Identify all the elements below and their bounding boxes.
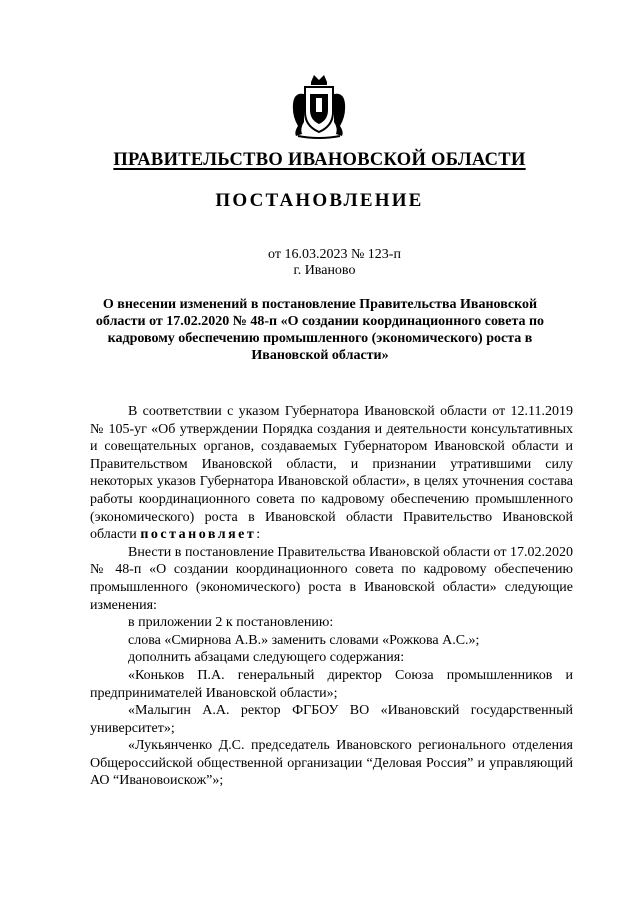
paragraph-amend: Внести в постановление Правительства Ивановской области от 17.02.2020 № 48-п «О создании координационного совета по кадровому обеспечению промышленного (экономического) роста в Ивановской области» следующие изменения: (90, 544, 573, 613)
paragraph-appendix: в приложении 2 к постановлению: (128, 615, 334, 631)
paragraph-add: дополнить абзацами следующего содержания: (128, 650, 405, 666)
coat-of-arms-icon (288, 72, 350, 140)
document-subject: О внесении изменений в постановление Правительства Ивановской области от 17.02.2020 № 48-п «О создании координационного совета по кадровому обеспечению промышленного (экономического) роста в Ивановской области» (95, 297, 545, 363)
document-body (90, 403, 573, 790)
government-title: ПРАВИТЕЛЬСТВО ИВАНОВСКОЙ ОБЛАСТИ (113, 150, 526, 170)
paragraph-lukyanchenko: «Лукьянченко Д.С. председатель Ивановского регионального отделения Общероссийской общественной организации “Деловая Россия” и управляющий АО “Ивановоискож”»; (90, 738, 573, 789)
document-city: г. Иваново (293, 263, 356, 278)
document-type: ПОСТАНОВЛЕНИЕ (215, 190, 424, 211)
paragraph-preamble: В соответствии с указом Губернатора Ивановской области от 12.11.2019 № 105-уг «Об утверждении Порядка создания и деятельности консультативных и совещательных органов, создаваемых Губернатором Ивановской области и Правительством Ивановской области, и признании утратившими силу некоторых указов Губернатора Ивановской области», в целях уточнения состава работы координационного совета по кадровому обеспечению промышленного (экономического) роста в Ивановской области Правительство Ивановской области постановляет: (90, 404, 573, 543)
document-date-number: от 16.03.2023 № 123-п (268, 247, 401, 262)
paragraph-malygin: «Малыгин А.А. ректор ФГБОУ ВО «Ивановский государственный университет»; (90, 703, 573, 736)
paragraph-konkov: «Коньков П.А. генеральный директор Союза промышленников и предпринимателей Ивановской области»; (90, 667, 573, 701)
resolves-word: постановляет (140, 527, 257, 543)
paragraph-replace: слова «Смирнова А.В.» заменить словами «Рожкова А.С.»; (128, 632, 480, 648)
